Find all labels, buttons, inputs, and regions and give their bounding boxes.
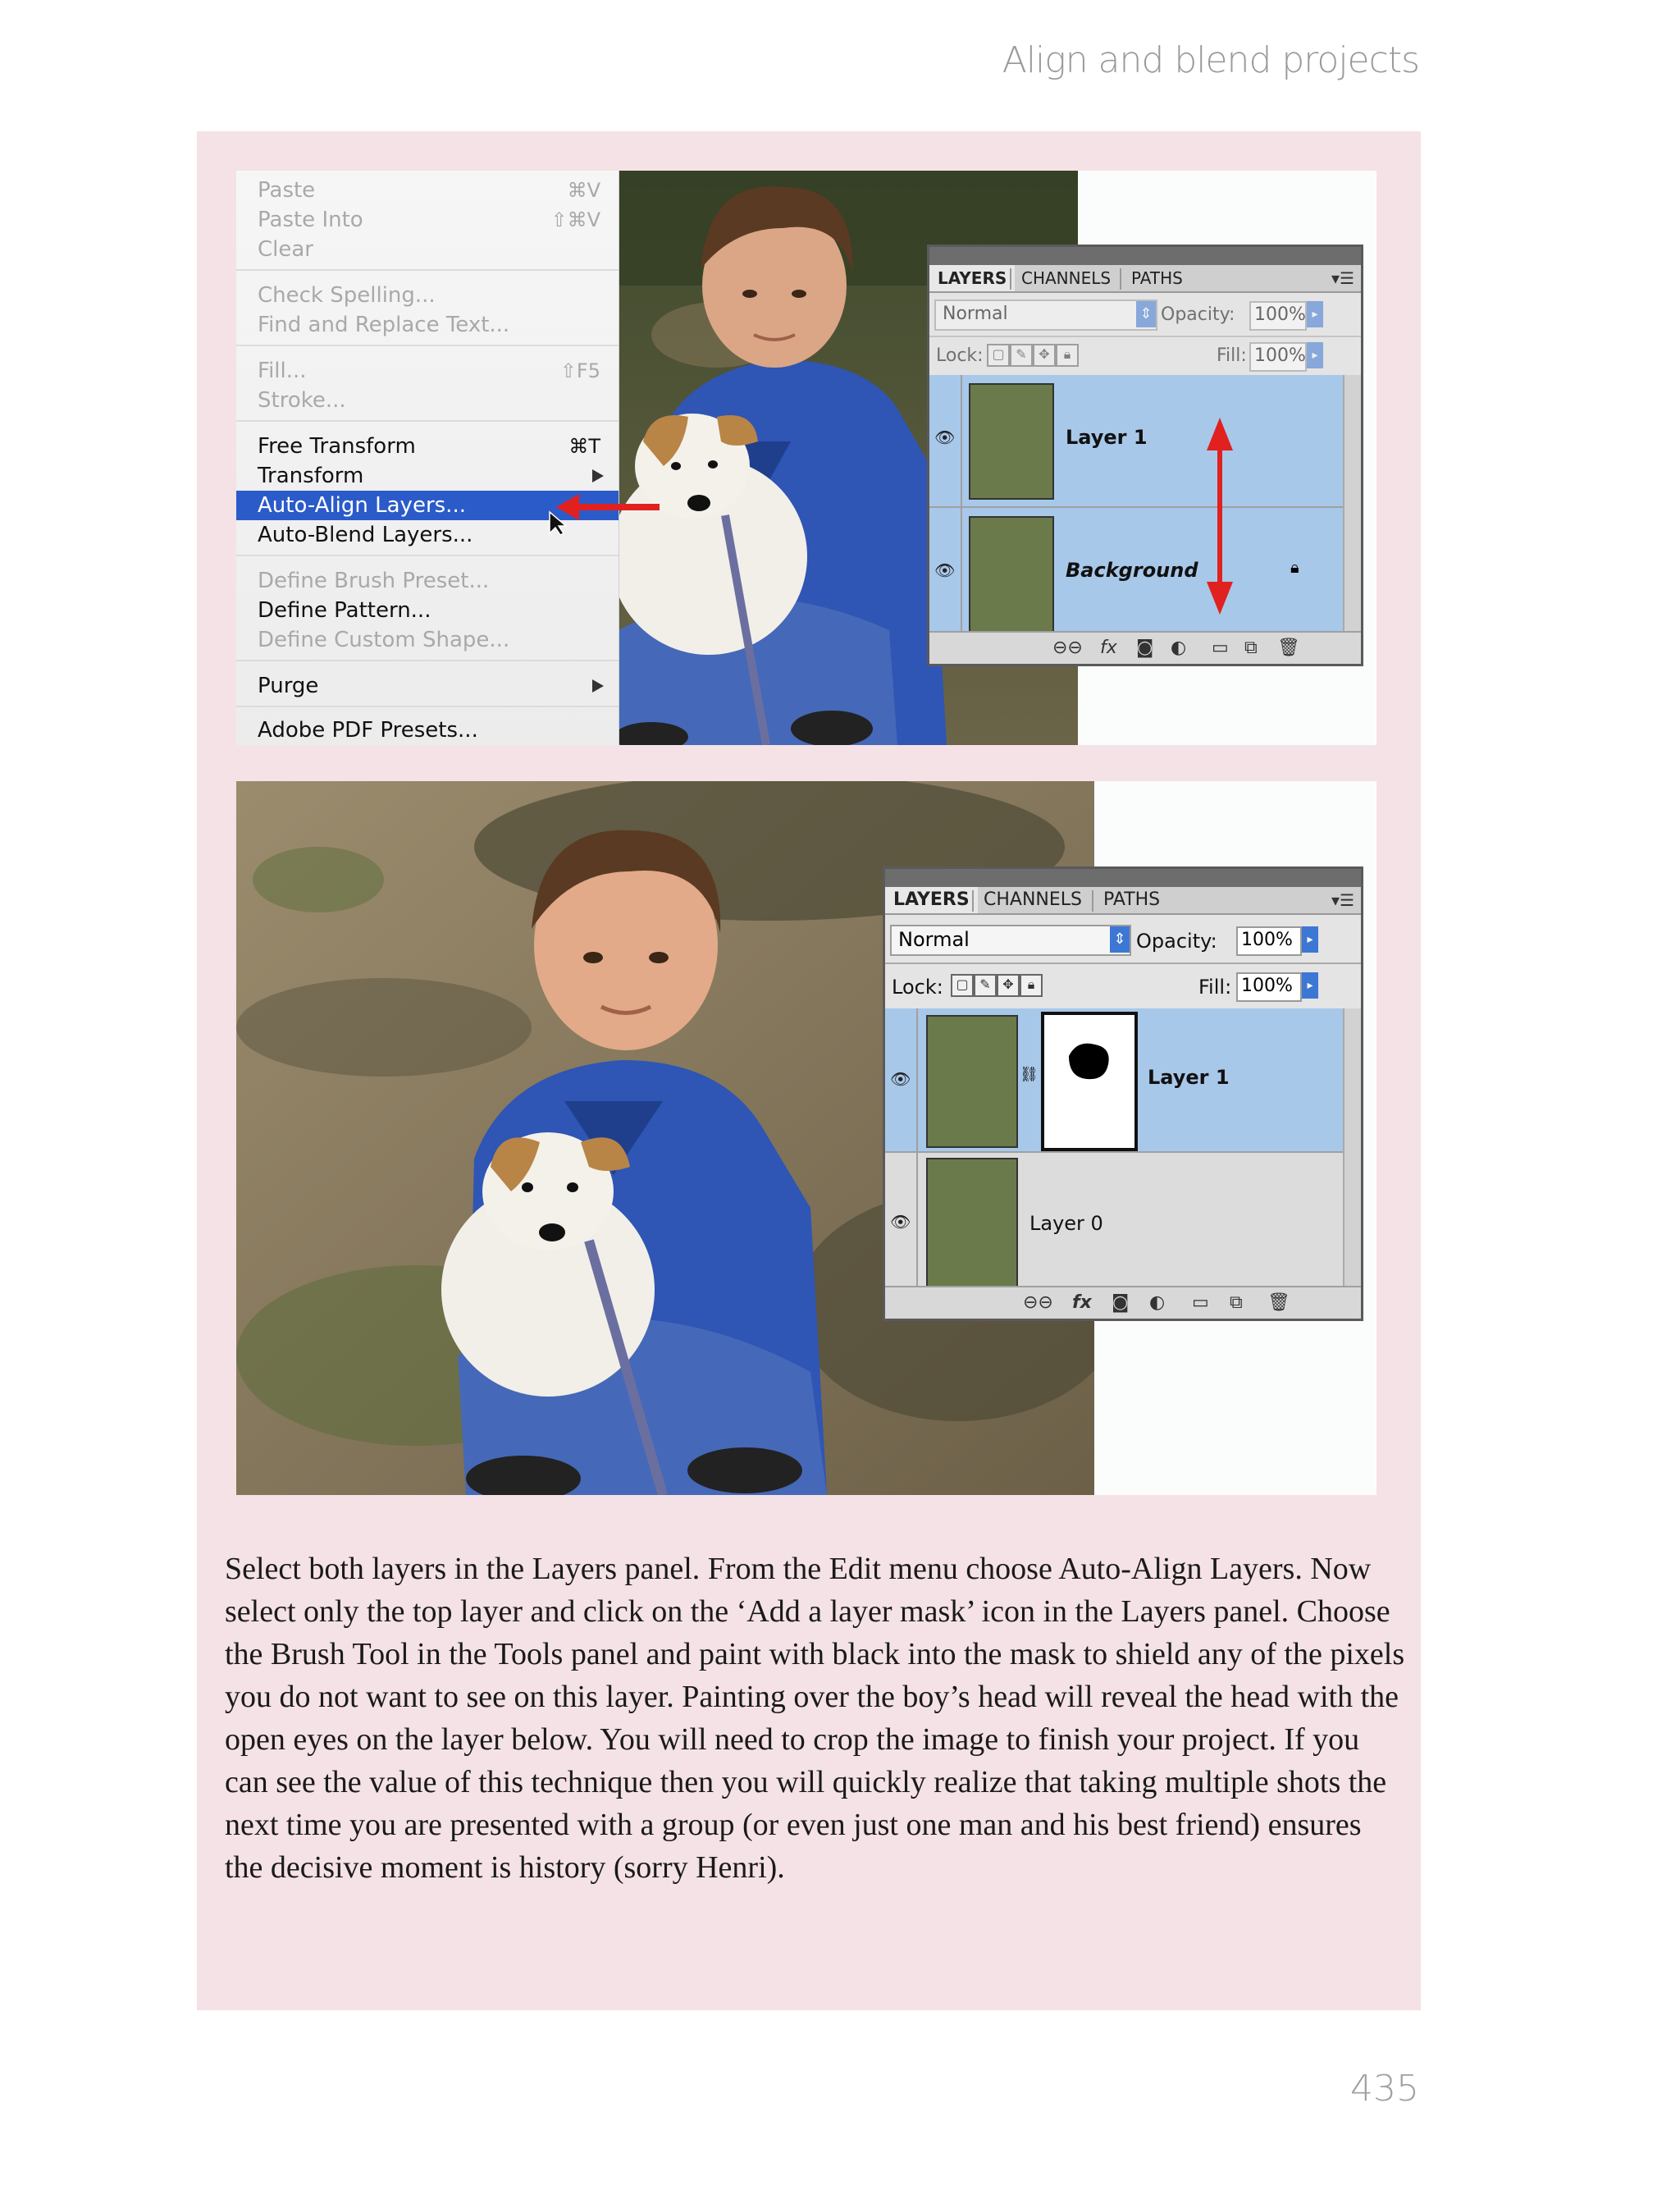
stepper-icon: ⇕ bbox=[1110, 926, 1130, 953]
lock-position-icon[interactable]: ✥ bbox=[997, 974, 1020, 997]
tab-separator bbox=[972, 890, 974, 912]
tab-paths[interactable]: PATHS bbox=[1103, 889, 1161, 910]
menu-item-fill[interactable]: Fill... ⇧F5 bbox=[258, 359, 600, 383]
fx-icon[interactable]: fx bbox=[1072, 1292, 1092, 1313]
layer-mask-thumbnail[interactable] bbox=[1041, 1012, 1138, 1151]
link-icon[interactable]: ⊖⊖ bbox=[1052, 638, 1083, 658]
fill-slider-button[interactable]: ▸ bbox=[1307, 342, 1323, 368]
tab-channels[interactable]: CHANNELS bbox=[984, 889, 1082, 910]
layer-thumbnail bbox=[969, 383, 1054, 500]
running-header: Align and blend projects bbox=[1002, 39, 1419, 81]
red-pointer-arrow-icon bbox=[540, 486, 663, 535]
menu-separator bbox=[236, 660, 619, 661]
tab-separator bbox=[1010, 268, 1011, 290]
trash-icon[interactable]: 🗑︎ bbox=[1277, 638, 1300, 658]
panel-footer bbox=[929, 631, 1361, 664]
blend-mode-select[interactable]: Normal ⇕ bbox=[890, 925, 1131, 956]
adjustment-icon[interactable]: ◐ bbox=[1149, 1292, 1166, 1313]
panel-tabs bbox=[885, 887, 1361, 915]
blend-row bbox=[929, 296, 1361, 332]
menu-item-purge[interactable]: Purge bbox=[236, 671, 619, 701]
tab-channels[interactable]: CHANNELS bbox=[1021, 268, 1112, 288]
new-layer-icon[interactable]: ⧉ bbox=[1244, 638, 1258, 658]
menu-item-auto-blend-layers[interactable]: Auto-Blend Layers... bbox=[258, 523, 473, 547]
panel-scrollbar[interactable] bbox=[1343, 1008, 1361, 1287]
fill-field[interactable]: 100% bbox=[1236, 972, 1302, 1002]
blend-mode-select[interactable]: Normal ⇕ bbox=[934, 299, 1157, 331]
menu-item-find-replace[interactable]: Find and Replace Text... bbox=[258, 313, 510, 337]
lock-all-icon[interactable]: 🔒︎ bbox=[1020, 974, 1043, 997]
mask-shape-icon bbox=[1044, 1015, 1134, 1148]
link-icon[interactable]: ⊖⊖ bbox=[1023, 1292, 1053, 1313]
tab-layers[interactable]: LAYERS bbox=[885, 887, 978, 913]
lock-row bbox=[885, 962, 1361, 1007]
blend-row bbox=[885, 920, 1361, 959]
layer-name: Layer 1 bbox=[1148, 1066, 1230, 1089]
panel-footer bbox=[885, 1286, 1361, 1319]
opacity-slider-button[interactable]: ▸ bbox=[1307, 301, 1323, 327]
opacity-field[interactable]: 100% bbox=[1236, 926, 1302, 956]
caption-paragraph: Select both layers in the Layers panel. From the Edit menu choose Auto-Align Layers. Now select only the top layer and click on the ‘Add a layer mask’ icon in the Layers panel. Choose the Brush Tool in the Tools panel and paint with black into the mask to shield any of the pixels you do not want to see on this layer. Painting over the boy’s head will reveal the head with the open eyes on the layer below. You will need to crop the image to finish your project. If you can see the value of this technique then you will quickly realize that taking multiple shots the next time you are presented with a group (or even just one man and his best friend) ensures the decisive moment is history (sorry Henri). bbox=[225, 1552, 1405, 1885]
menu-item-check-spelling[interactable]: Check Spelling... bbox=[258, 283, 436, 308]
layer-thumbnail bbox=[969, 516, 1054, 633]
fill-label: Fill: bbox=[1217, 345, 1247, 366]
adjustment-icon[interactable]: ◐ bbox=[1171, 638, 1187, 658]
layer-name: Background bbox=[1066, 559, 1198, 582]
lock-label: Lock: bbox=[936, 345, 984, 366]
menu-separator bbox=[236, 420, 619, 422]
opacity-field[interactable]: 100% bbox=[1249, 301, 1307, 331]
menu-item-define-pattern[interactable]: Define Pattern... bbox=[258, 598, 431, 623]
menu-item-paste-into[interactable]: Paste Into ⇧⌘V bbox=[258, 208, 600, 232]
fx-icon[interactable]: fx bbox=[1100, 638, 1117, 658]
menu-item-transform[interactable]: Transform bbox=[236, 461, 619, 491]
layer-row-layer-1[interactable] bbox=[929, 375, 1344, 508]
opacity-slider-button[interactable]: ▸ bbox=[1302, 926, 1318, 953]
menu-item-adobe-pdf-presets[interactable]: Adobe PDF Presets... bbox=[258, 718, 478, 743]
panel-scrollbar[interactable] bbox=[1343, 375, 1361, 631]
panel-tabs bbox=[929, 265, 1361, 293]
opacity-label: Opacity: bbox=[1136, 930, 1217, 953]
figure-2-screenshot bbox=[236, 781, 1376, 1495]
group-icon[interactable]: ▭ bbox=[1212, 638, 1229, 658]
lock-transparent-icon[interactable]: ▢ bbox=[987, 344, 1010, 367]
menu-item-free-transform[interactable]: Free Transform ⌘T bbox=[258, 434, 600, 459]
caption-text bbox=[225, 1548, 1406, 1889]
group-icon[interactable]: ▭ bbox=[1192, 1292, 1209, 1313]
tab-paths[interactable]: PATHS bbox=[1131, 268, 1183, 288]
eye-icon[interactable]: 👁︎ bbox=[934, 427, 956, 447]
layer-name: Layer 0 bbox=[1029, 1212, 1103, 1235]
menu-item-stroke[interactable]: Stroke... bbox=[258, 388, 346, 413]
panel-menu-icon[interactable]: ▾☰ bbox=[1331, 890, 1354, 910]
layers-panel-2 bbox=[883, 866, 1363, 1321]
trash-icon[interactable]: 🗑︎ bbox=[1267, 1292, 1290, 1313]
eye-icon[interactable]: 👁︎ bbox=[934, 560, 956, 580]
edit-menu bbox=[236, 171, 619, 745]
visibility-column bbox=[885, 1008, 918, 1151]
visibility-column bbox=[885, 1153, 918, 1291]
lock-image-icon[interactable]: ✎ bbox=[1010, 344, 1033, 367]
panel-menu-icon[interactable]: ▾☰ bbox=[1331, 268, 1354, 288]
fill-slider-button[interactable]: ▸ bbox=[1302, 972, 1318, 999]
new-layer-icon[interactable]: ⧉ bbox=[1230, 1292, 1243, 1313]
lock-image-icon[interactable]: ✎ bbox=[974, 974, 997, 997]
stepper-icon: ⇕ bbox=[1136, 301, 1156, 327]
layer-name: Layer 1 bbox=[1066, 426, 1148, 449]
layer-thumbnail bbox=[926, 1158, 1018, 1289]
menu-item-define-custom-shape[interactable]: Define Custom Shape... bbox=[258, 628, 510, 652]
lock-position-icon[interactable]: ✥ bbox=[1033, 344, 1056, 367]
opacity-label: Opacity: bbox=[1161, 304, 1235, 325]
tab-separator bbox=[1120, 268, 1121, 290]
eye-icon[interactable]: 👁︎ bbox=[890, 1069, 911, 1089]
fill-field[interactable]: 100% bbox=[1249, 342, 1307, 372]
panel-title-bar bbox=[885, 869, 1361, 887]
tab-layers[interactable]: LAYERS bbox=[929, 265, 1015, 291]
tab-separator bbox=[1092, 890, 1093, 912]
lock-icon: 🔒︎ bbox=[1290, 557, 1299, 577]
menu-item-clear[interactable]: Clear bbox=[258, 237, 313, 262]
submenu-arrow-icon bbox=[592, 679, 604, 693]
red-double-arrow-icon bbox=[1203, 418, 1236, 615]
chain-link-icon[interactable]: ⛓︎ bbox=[1020, 1066, 1039, 1083]
menu-separator bbox=[236, 269, 619, 271]
lock-row bbox=[929, 336, 1361, 373]
visibility-column bbox=[929, 508, 962, 639]
menu-item-define-brush-preset[interactable]: Define Brush Preset... bbox=[258, 569, 490, 593]
submenu-arrow-icon bbox=[592, 469, 604, 482]
layer-row-background[interactable] bbox=[929, 508, 1344, 641]
visibility-column bbox=[929, 375, 962, 506]
layer-row-layer-0[interactable] bbox=[885, 1153, 1344, 1292]
add-mask-icon[interactable]: ◙ bbox=[1112, 1292, 1130, 1313]
lock-transparent-icon[interactable]: ▢ bbox=[951, 974, 974, 997]
layers-panel-1 bbox=[927, 245, 1363, 666]
layer-thumbnail bbox=[926, 1015, 1018, 1148]
figure-panel bbox=[197, 131, 1421, 2010]
menu-item-auto-align-layers[interactable]: Auto-Align Layers... bbox=[236, 491, 619, 520]
layer-row-layer-1[interactable] bbox=[885, 1008, 1344, 1153]
figure-1-screenshot bbox=[236, 171, 1376, 745]
panel-title-bar bbox=[929, 247, 1361, 265]
lock-all-icon[interactable]: 🔒︎ bbox=[1056, 344, 1079, 367]
menu-item-paste[interactable]: Paste ⌘V bbox=[258, 178, 600, 203]
add-mask-icon[interactable]: ◙ bbox=[1136, 638, 1154, 658]
menu-separator bbox=[236, 345, 619, 346]
eye-icon[interactable]: 👁︎ bbox=[890, 1212, 911, 1232]
page-number: 435 bbox=[1350, 2068, 1419, 2110]
lock-label: Lock: bbox=[892, 976, 943, 999]
fill-label: Fill: bbox=[1198, 976, 1232, 999]
menu-separator bbox=[236, 555, 619, 556]
menu-separator bbox=[236, 706, 619, 707]
